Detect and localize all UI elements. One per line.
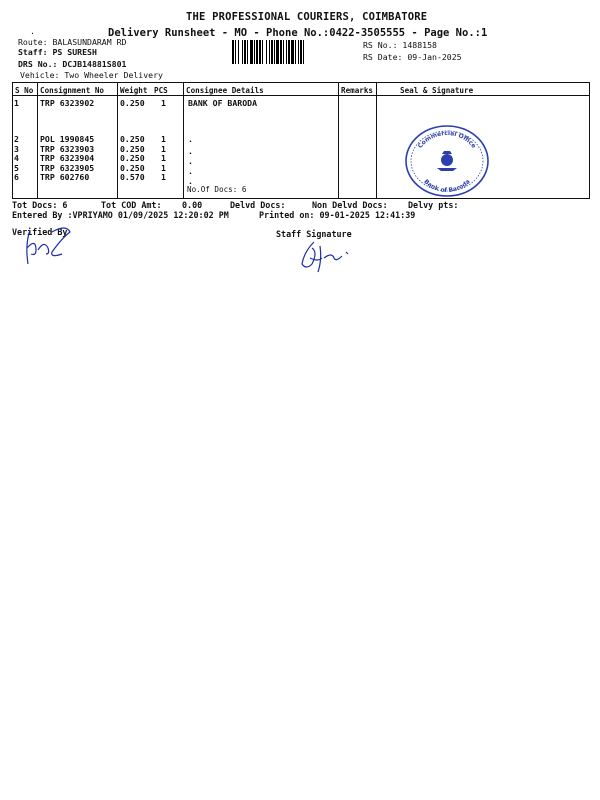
row-3-details: . bbox=[188, 146, 193, 156]
row-3-pcs: 1 bbox=[161, 144, 166, 154]
vehicle-label: Vehicle: Two Wheeler Delivery bbox=[20, 70, 163, 80]
row-2-pcs: 1 bbox=[161, 134, 166, 144]
staff-label: Staff: PS SURESH bbox=[18, 47, 97, 57]
row-3-weight: 0.250 bbox=[120, 144, 145, 154]
col-header-pcs: PCS bbox=[154, 86, 168, 95]
table-left-border bbox=[12, 82, 13, 198]
col-header-weight: Weight bbox=[120, 86, 148, 95]
row-6-consignment: TRP 602760 bbox=[40, 172, 90, 182]
header-dot: . bbox=[30, 26, 35, 36]
rs-date: RS Date: 09-Jan-2025 bbox=[363, 52, 462, 62]
row-4-consignment: TRP 6323904 bbox=[40, 153, 95, 163]
col-divider bbox=[338, 82, 339, 198]
col-header-seal: Seal & Signature bbox=[400, 86, 474, 95]
col-divider bbox=[117, 82, 118, 198]
row-2-weight: 0.250 bbox=[120, 134, 145, 144]
delivery-points-label: Delvy pts: bbox=[408, 200, 459, 210]
bank-seal-stamp bbox=[404, 124, 490, 198]
row-2-consignment: POL 1990845 bbox=[40, 134, 95, 144]
row-5-pcs: 1 bbox=[161, 163, 166, 173]
entered-by: Entered By :VPRIYAMO 01/09/2025 12:20:02 PM bbox=[12, 210, 229, 220]
row-4-details: . bbox=[188, 156, 193, 166]
total-cod-value: 0.00 bbox=[182, 200, 203, 210]
row-5-consignment: TRP 6323905 bbox=[40, 163, 95, 173]
col-header-consignee: Consignee Details bbox=[186, 86, 264, 95]
table-bottom-border bbox=[12, 198, 590, 199]
row-6-pcs: 1 bbox=[161, 172, 166, 182]
row-1-details: BANK OF BARODA bbox=[188, 98, 258, 108]
runsheet-title: Delivery Runsheet - MO - Phone No.:0422-3505555 - Page No.:1 bbox=[108, 27, 488, 39]
col-header-sno: S No bbox=[15, 86, 34, 95]
svg-text:Bank of Baroda bbox=[422, 178, 471, 194]
stamp-text-top: Commercial Office bbox=[416, 129, 478, 150]
staff-signature-label: Staff Signature bbox=[276, 229, 352, 239]
row-4-weight: 0.250 bbox=[120, 153, 145, 163]
svg-text:Commercial Office bbox=[417, 130, 478, 150]
total-cod-label: Tot COD Amt: bbox=[101, 200, 162, 210]
col-header-remarks: Remarks bbox=[341, 86, 374, 95]
table-right-border bbox=[589, 82, 590, 198]
table-header-border bbox=[12, 95, 590, 96]
row-6-weight: 0.570 bbox=[120, 172, 145, 182]
barcode bbox=[232, 40, 350, 64]
row-2-sno: 2 bbox=[14, 134, 19, 144]
row-5-details: . bbox=[188, 166, 193, 176]
row-6-sno: 6 bbox=[14, 172, 19, 182]
stamp-text-bottom: Bank of Baroda bbox=[422, 178, 472, 195]
col-divider bbox=[37, 82, 38, 198]
row-3-consignment: TRP 6323903 bbox=[40, 144, 95, 154]
company-title: THE PROFESSIONAL COURIERS, COIMBATORE bbox=[186, 11, 428, 23]
route-label: Route: BALASUNDARAM RD bbox=[18, 37, 127, 47]
printed-on: Printed on: 09-01-2025 12:41:39 bbox=[259, 210, 416, 220]
non-delivered-docs-label: Non Delvd Docs: bbox=[312, 200, 388, 210]
row-4-pcs: 1 bbox=[161, 153, 166, 163]
verifier-signature bbox=[22, 224, 78, 266]
staff-signature bbox=[296, 238, 360, 276]
row-1-sno: 1 bbox=[14, 98, 19, 108]
row-5-sno: 5 bbox=[14, 163, 19, 173]
row-1-consignment: TRP 6323902 bbox=[40, 98, 95, 108]
row-4-sno: 4 bbox=[14, 153, 19, 163]
row-3-sno: 3 bbox=[14, 144, 19, 154]
drs-label: DRS No.: DCJB14881S801 bbox=[18, 59, 127, 69]
delivered-docs-label: Delvd Docs: bbox=[230, 200, 286, 210]
col-divider bbox=[376, 82, 377, 198]
no-of-docs: No.Of Docs: 6 bbox=[187, 185, 247, 194]
rs-number: RS No.: 1488158 bbox=[363, 40, 437, 50]
row-2-details: . bbox=[188, 134, 193, 144]
col-divider bbox=[183, 82, 184, 198]
row-1-pcs: 1 bbox=[161, 98, 166, 108]
verified-by-label: Verified By bbox=[12, 227, 68, 237]
row-6-details: . bbox=[188, 176, 193, 186]
col-header-consignment: Consignment No bbox=[40, 86, 105, 95]
total-docs: Tot Docs: 6 bbox=[12, 200, 68, 210]
table-top-border bbox=[12, 82, 590, 83]
row-5-weight: 0.250 bbox=[120, 163, 145, 173]
bank-logo-icon bbox=[437, 151, 457, 171]
row-1-weight: 0.250 bbox=[120, 98, 145, 108]
